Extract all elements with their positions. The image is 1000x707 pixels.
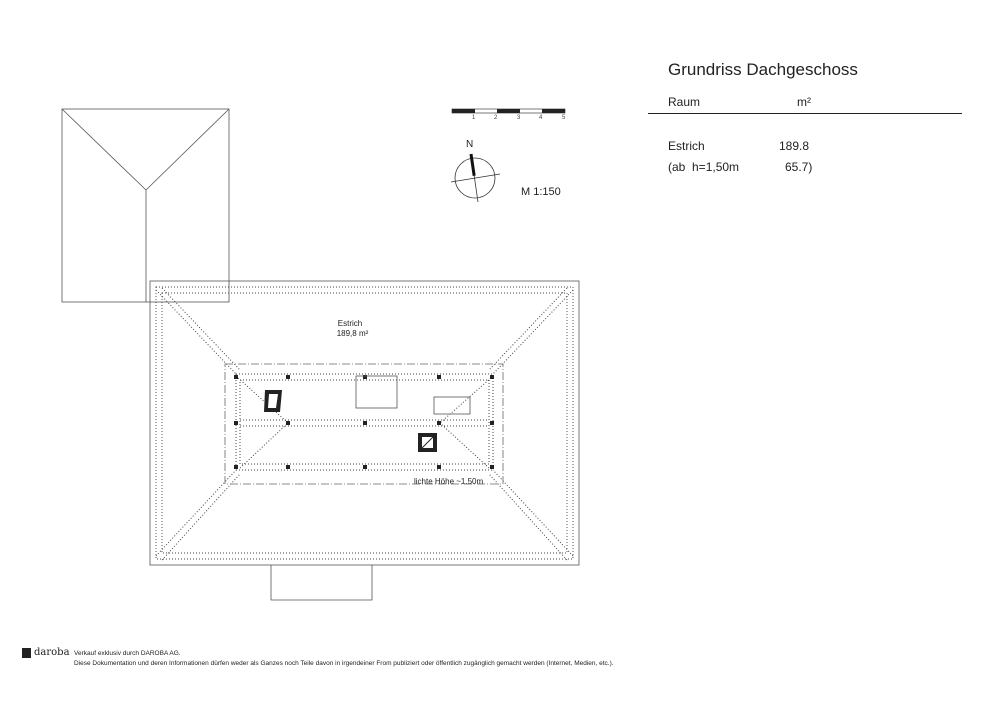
scale-tick-2: 2: [494, 115, 498, 121]
north-label: N: [466, 139, 474, 150]
scale-bar: [452, 109, 565, 113]
col-area-header: m²: [797, 95, 811, 109]
height-note-label: lichte Höhe ~1.50m: [414, 477, 484, 486]
scale-label: M 1:150: [521, 186, 561, 198]
posts: [234, 375, 494, 469]
scale-tick-5: 5: [562, 115, 566, 121]
table-divider: [648, 113, 962, 114]
room-name-label: Estrich: [337, 319, 363, 328]
compass-icon: [451, 154, 500, 202]
footer-line-2: Diese Dokumentation und deren Informationen dürfen weder als Ganzes noch Teile davon in irgendeiner From publiziert oder öffentlich zugänglich gemacht werden (Internet, Medien, etc.).: [74, 660, 614, 667]
scale-tick-4: 4: [539, 115, 543, 121]
annex-roof: [62, 109, 229, 302]
chimney-right: [418, 433, 437, 452]
roof-window-right: [434, 397, 470, 414]
row-room-1: Estrich: [668, 139, 705, 153]
footer-line-1: Verkauf exklusiv durch DAROBA AG.: [74, 650, 181, 657]
logo-text: daroba: [34, 647, 70, 658]
stair-opening: [356, 376, 397, 408]
bottom-bay: [271, 565, 372, 600]
row-area-1: 189.8: [779, 139, 810, 153]
page-title: Grundriss Dachgeschoss: [668, 60, 858, 79]
scale-tick-3: 3: [517, 115, 521, 121]
row-area-2: 65.7): [785, 160, 813, 174]
col-room-header: Raum: [668, 95, 701, 109]
daroba-logo: [22, 647, 70, 658]
row-room-2: (ab h=1,50m: [668, 160, 740, 174]
chimney-left: [264, 390, 282, 412]
scale-tick-1: 1: [472, 115, 476, 121]
room-area-label: 189,8 m²: [336, 329, 369, 338]
logo-mark-icon: [22, 648, 31, 658]
